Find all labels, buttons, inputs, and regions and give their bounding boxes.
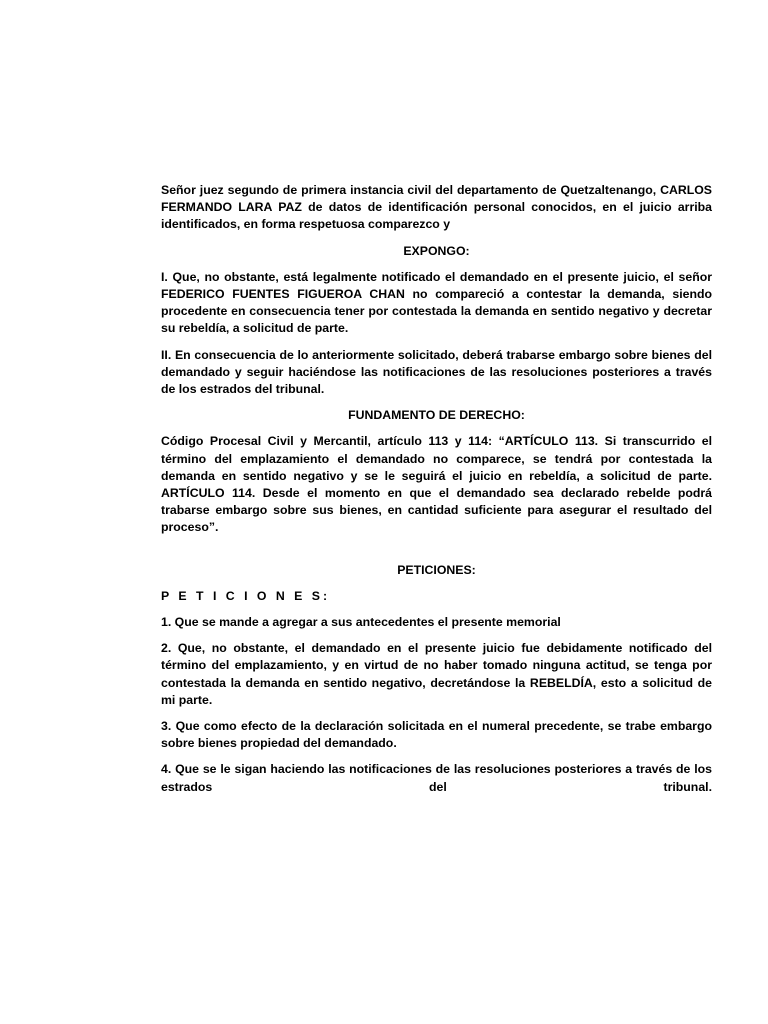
spacer xyxy=(161,546,712,562)
peticion-4: 4. Que se le sigan haciendo las notificaciones de las resoluciones posteriores a través de los estrados del tribunal. xyxy=(161,762,712,794)
peticion-2: 2. Que, no obstante, el demandado en el presente juicio fue debidamente notificado del término del emplazamiento, y en virtud de no haber tomado ninguna actitud, se tenga por contestada la demanda en sentido negativo, decretándose la REBELDÍA, esto a solicitud de mi parte. xyxy=(161,641,712,707)
heading-fundamento: FUNDAMENTO DE DERECHO: xyxy=(348,408,525,423)
document-page xyxy=(161,182,712,805)
fundamento-paragraph: Código Procesal Civil y Mercantil, artículo 113 y 114: “ARTÍCULO 113. Si transcurrido el término del emplazamiento el demandado no comparece, se tendrá por contestada la demanda en sentido negativo y se le seguirá el juicio en rebeldía, a solicitud de parte. ARTÍCULO 114. Desde el momento en que el demandado sea declarado rebelde podrá trabarse embargo sobre sus bienes, en cantidad suficiente para asegurar el resultado del proceso”. xyxy=(161,434,712,535)
intro-paragraph: Señor juez segundo de primera instancia civil del departamento de Quetzaltenango, CARLOS FERMANDO LARA PAZ de datos de identificación personal conocidos, en el juicio arriba identificados, en forma respetuosa comparezco y xyxy=(161,183,712,232)
expongo-paragraph-2: II. En consecuencia de lo anteriormente solicitado, deberá trabarse embargo sobre bienes del demandado y seguir haciéndose las notificaciones de las resoluciones posteriores a través de los estrados del tribunal. xyxy=(161,347,712,397)
heading-expongo: EXPONGO: xyxy=(403,243,470,258)
heading-peticiones: PETICIONES: xyxy=(397,562,476,577)
expongo-paragraph-1: I. Que, no obstante, está legalmente notificado el demandado en el presente juicio, el señor FEDERICO FUENTES FIGUEROA CHAN no compareció a contestar la demanda, siendo procedente en consecuencia tener por contestada la demanda en sentido negativo y decretar su rebeldía, a solicitud de parte. xyxy=(161,269,712,336)
peticiones-spaced-heading: P E T I C I O N E S: xyxy=(161,588,331,603)
peticion-3: 3. Que como efecto de la declaración solicitada en el numeral precedente, se trabe embargo sobre bienes propiedad del demandado. xyxy=(161,719,712,751)
peticion-1: 1. Que se mande a agregar a sus antecedentes el presente memorial xyxy=(161,615,561,630)
